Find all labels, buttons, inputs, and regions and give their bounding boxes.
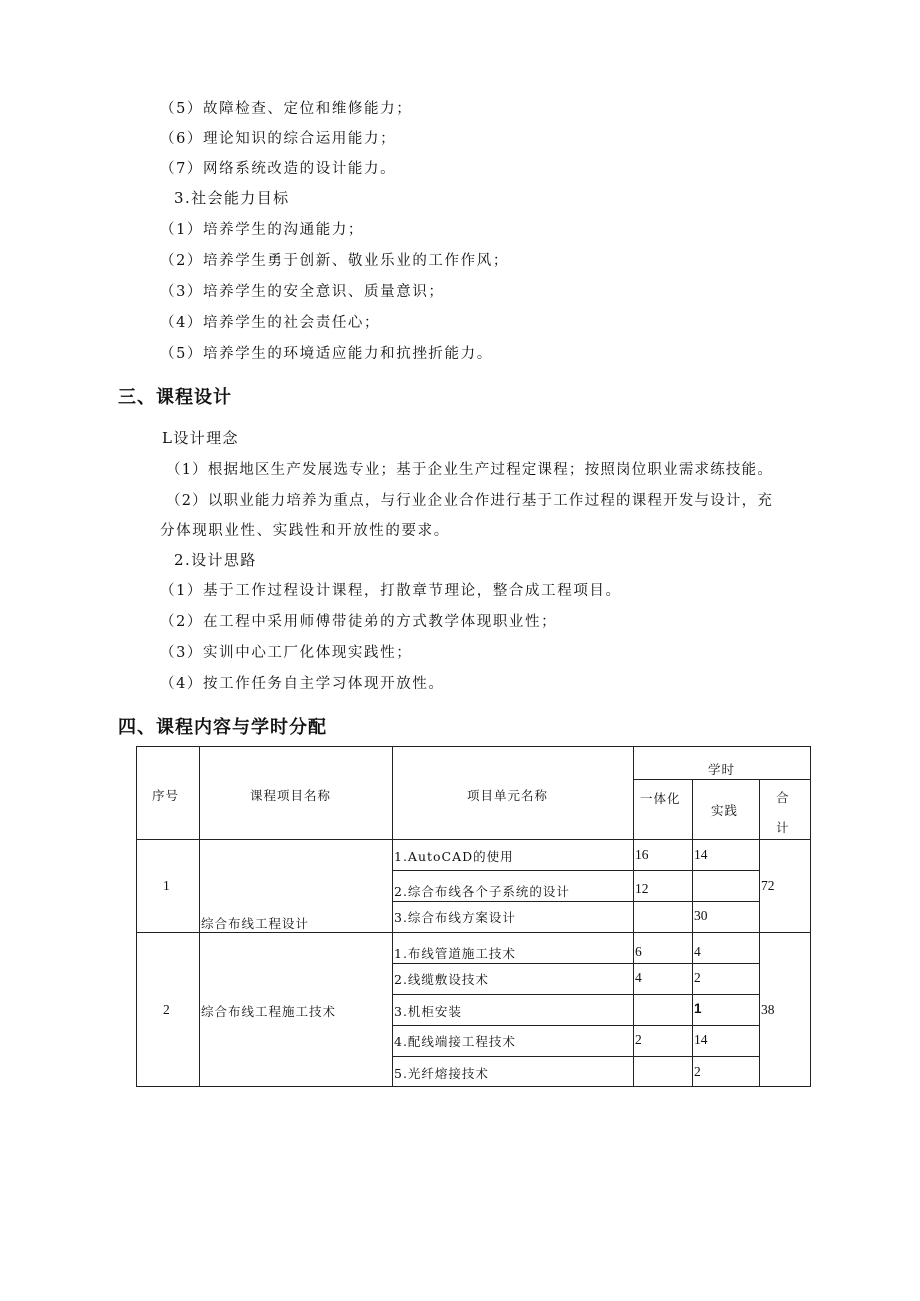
row-total: 38 — [761, 1002, 775, 1017]
th-practice: 实践 — [711, 803, 739, 818]
unit-name: 1.布线管道施工技术 — [394, 946, 516, 961]
th-project-name: 课程项目名称 — [250, 788, 332, 803]
skill-item-6: （6）理论知识的综合运用能力； — [160, 131, 397, 147]
unit-name: 3.机柜安装 — [394, 1004, 462, 1019]
social-item-1: （1）培养学生的沟通能力； — [160, 222, 365, 238]
unit-name: 5.光纤熔接技术 — [394, 1066, 489, 1081]
design-concept-1: （1）根据地区生产发展选专业；基于企业生产过程定课程；按照岗位职业需求练技能。 — [166, 462, 774, 478]
th-total-2: 计 — [776, 820, 790, 835]
skill-item-5: （5）故障检查、定位和维修能力； — [160, 101, 413, 117]
unit-practice: 14 — [694, 847, 708, 862]
unit-practice: 30 — [694, 908, 708, 923]
th-unit-name: 项目单元名称 — [467, 788, 549, 803]
design-idea-2: （2）在工程中采用师傅带徒弟的方式教学体现职业性； — [160, 614, 558, 630]
unit-name: 2.线缆敷设技术 — [394, 972, 489, 987]
design-idea-1: （1）基于工作过程设计课程，打散章节理论，整合成工程项目。 — [160, 583, 622, 599]
unit-integrated: 4 — [635, 970, 642, 985]
unit-practice: 2 — [694, 970, 701, 985]
section3-heading: 三、课程设计 — [118, 387, 232, 408]
th-hours: 学时 — [708, 762, 736, 777]
unit-integrated: 12 — [635, 881, 649, 896]
social-ability-title: 3.社会能力目标 — [174, 189, 290, 207]
unit-integrated: 2 — [635, 1032, 642, 1047]
unit-integrated: 6 — [635, 944, 642, 959]
design-concept-2a: （2）以职业能力培养为重点，与行业企业合作进行基于工作过程的课程开发与设计，充 — [166, 493, 774, 509]
design-concept-title: L设计理念 — [162, 429, 239, 447]
unit-integrated: 16 — [635, 847, 649, 862]
social-item-2: （2）培养学生勇于创新、敬业乐业的工作作风； — [160, 253, 509, 269]
th-seq: 序号 — [152, 788, 180, 803]
th-total-1: 合 — [776, 790, 790, 805]
unit-name: 1.AutoCAD的使用 — [394, 849, 514, 864]
social-item-3: （3）培养学生的安全意识、质量意识； — [160, 284, 445, 300]
unit-name: 2.综合布线各个子系统的设计 — [394, 884, 570, 899]
th-integrated: 一体化 — [640, 791, 681, 806]
unit-practice: 2 — [694, 1064, 701, 1079]
social-item-4: （4）培养学生的社会责任心； — [160, 315, 381, 331]
unit-practice: 4 — [694, 944, 701, 959]
row-seq: 2 — [163, 1002, 170, 1017]
row-project-name: 综合布线工程设计 — [201, 916, 310, 931]
unit-practice: 1 — [694, 1001, 702, 1016]
unit-practice: 14 — [694, 1032, 708, 1047]
unit-name: 3.综合布线方案设计 — [394, 910, 516, 925]
row-seq: 1 — [163, 878, 170, 893]
section4-heading: 四、课程内容与学时分配 — [118, 717, 327, 738]
social-item-5: （5）培养学生的环境适应能力和抗挫折能力。 — [160, 346, 493, 362]
row-total: 72 — [761, 878, 775, 893]
unit-name: 4.配线端接工程技术 — [394, 1034, 516, 1049]
skill-item-7: （7）网络系统改造的设计能力。 — [160, 161, 397, 177]
design-concept-2b: 分体现职业性、实践性和开放性的要求。 — [160, 523, 450, 539]
row-project-name: 综合布线工程施工技术 — [201, 1004, 337, 1019]
design-idea-3: （3）实训中心工厂化体现实践性； — [160, 645, 413, 661]
design-idea-title: 2.设计思路 — [174, 551, 257, 569]
design-idea-4: （4）按工作任务自主学习体现开放性。 — [160, 676, 445, 692]
